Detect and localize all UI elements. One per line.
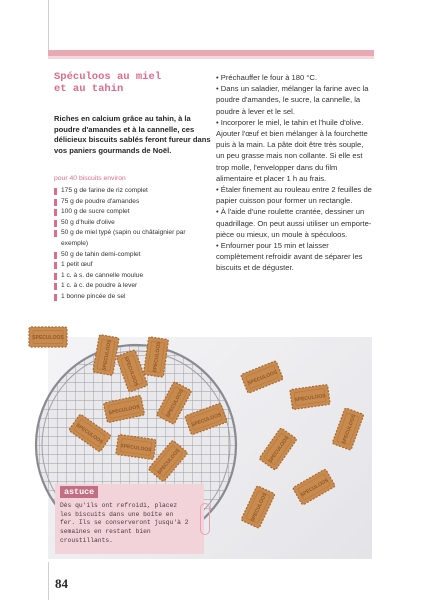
ingredient-item: 50 g d'huile d'olive [54,218,214,229]
top-margin [0,0,422,44]
step-item: • À l'aide d'une roulette crantée, dessiner un quadrillage. On peut aussi utiliser un emporte-pièce ou mieux, un moule à spéculoos. [216,206,372,240]
step-list [216,72,372,274]
ingredient-item: 1 petit œuf [54,260,214,271]
step-item: • Enfourner pour 15 min et laisser complètement refroidir avant de séparer les biscuits et de déguster. [216,240,372,274]
cookie-stamp-text: SPECULOOS [32,335,64,342]
ingredient-item: 175 g de farine de riz complet [54,186,214,197]
header-bar-light [48,56,374,59]
portion-label: pour 40 biscuits environ [54,175,126,182]
ingredient-item: 50 g de miel typé (sapin ou châtaignier par exemple) [54,228,214,249]
paperclip-icon [200,503,210,535]
step-item: • Incorporer le miel, le tahin et l'huile d'olive. Ajouter l'œuf et bien mélanger à la fourchette puis à la main. La pâte doit être très souple, un peu grasse mais non collante. Si elle est trop molle, l'envelopper dans du film alimentaire et placer 1 h au frais. [216,117,372,184]
recipe-intro: Riches en calcium grâce au tahin, à la poudre d'amandes et à la cannelle, ces délicieux biscuits sablés feront fureur dans vos paniers gourmands de Noël. [54,114,211,155]
step-item: • Dans un saladier, mélanger la farine avec la poudre d'amandes, le sucre, la cannelle, la poudre à lever et le sel. [216,83,372,117]
ingredient-item: 75 g de poudre d'amandes [54,197,214,208]
ingredient-item: 100 g de sucre complet [54,207,214,218]
ingredient-list [54,186,214,303]
recipe-title-line2: et au tahin [54,83,124,95]
speculoos-cookie [29,327,67,347]
ingredient-item: 1 bonne pincée de sel [54,292,214,303]
tip-box [55,484,204,554]
tip-label: astuce [60,486,98,498]
ingredient-item: 50 g de tahin demi-complet [54,250,214,261]
recipe-title [54,71,204,95]
ingredient-item: 1 c. à c. de poudre à lever [54,281,214,292]
step-item: • Étaler finement au rouleau entre 2 feuilles de papier cuisson pour former un rectangle. [216,184,372,206]
step-item: • Préchauffer le four à 180 °C. [216,72,372,83]
tip-text: Dès qu'ils ont refroidi, placez les biscuits dans une boîte en fer. Ils se conserveront jusqu'à 2 semaines en restant bien croustillants. [60,502,189,544]
ingredient-item: 1 c. à s. de cannelle moulue [54,271,214,282]
page-number: 84 [55,576,68,591]
recipe-title-line1: Spéculoos au miel [54,71,162,83]
margin-rule-bottom [48,562,49,600]
